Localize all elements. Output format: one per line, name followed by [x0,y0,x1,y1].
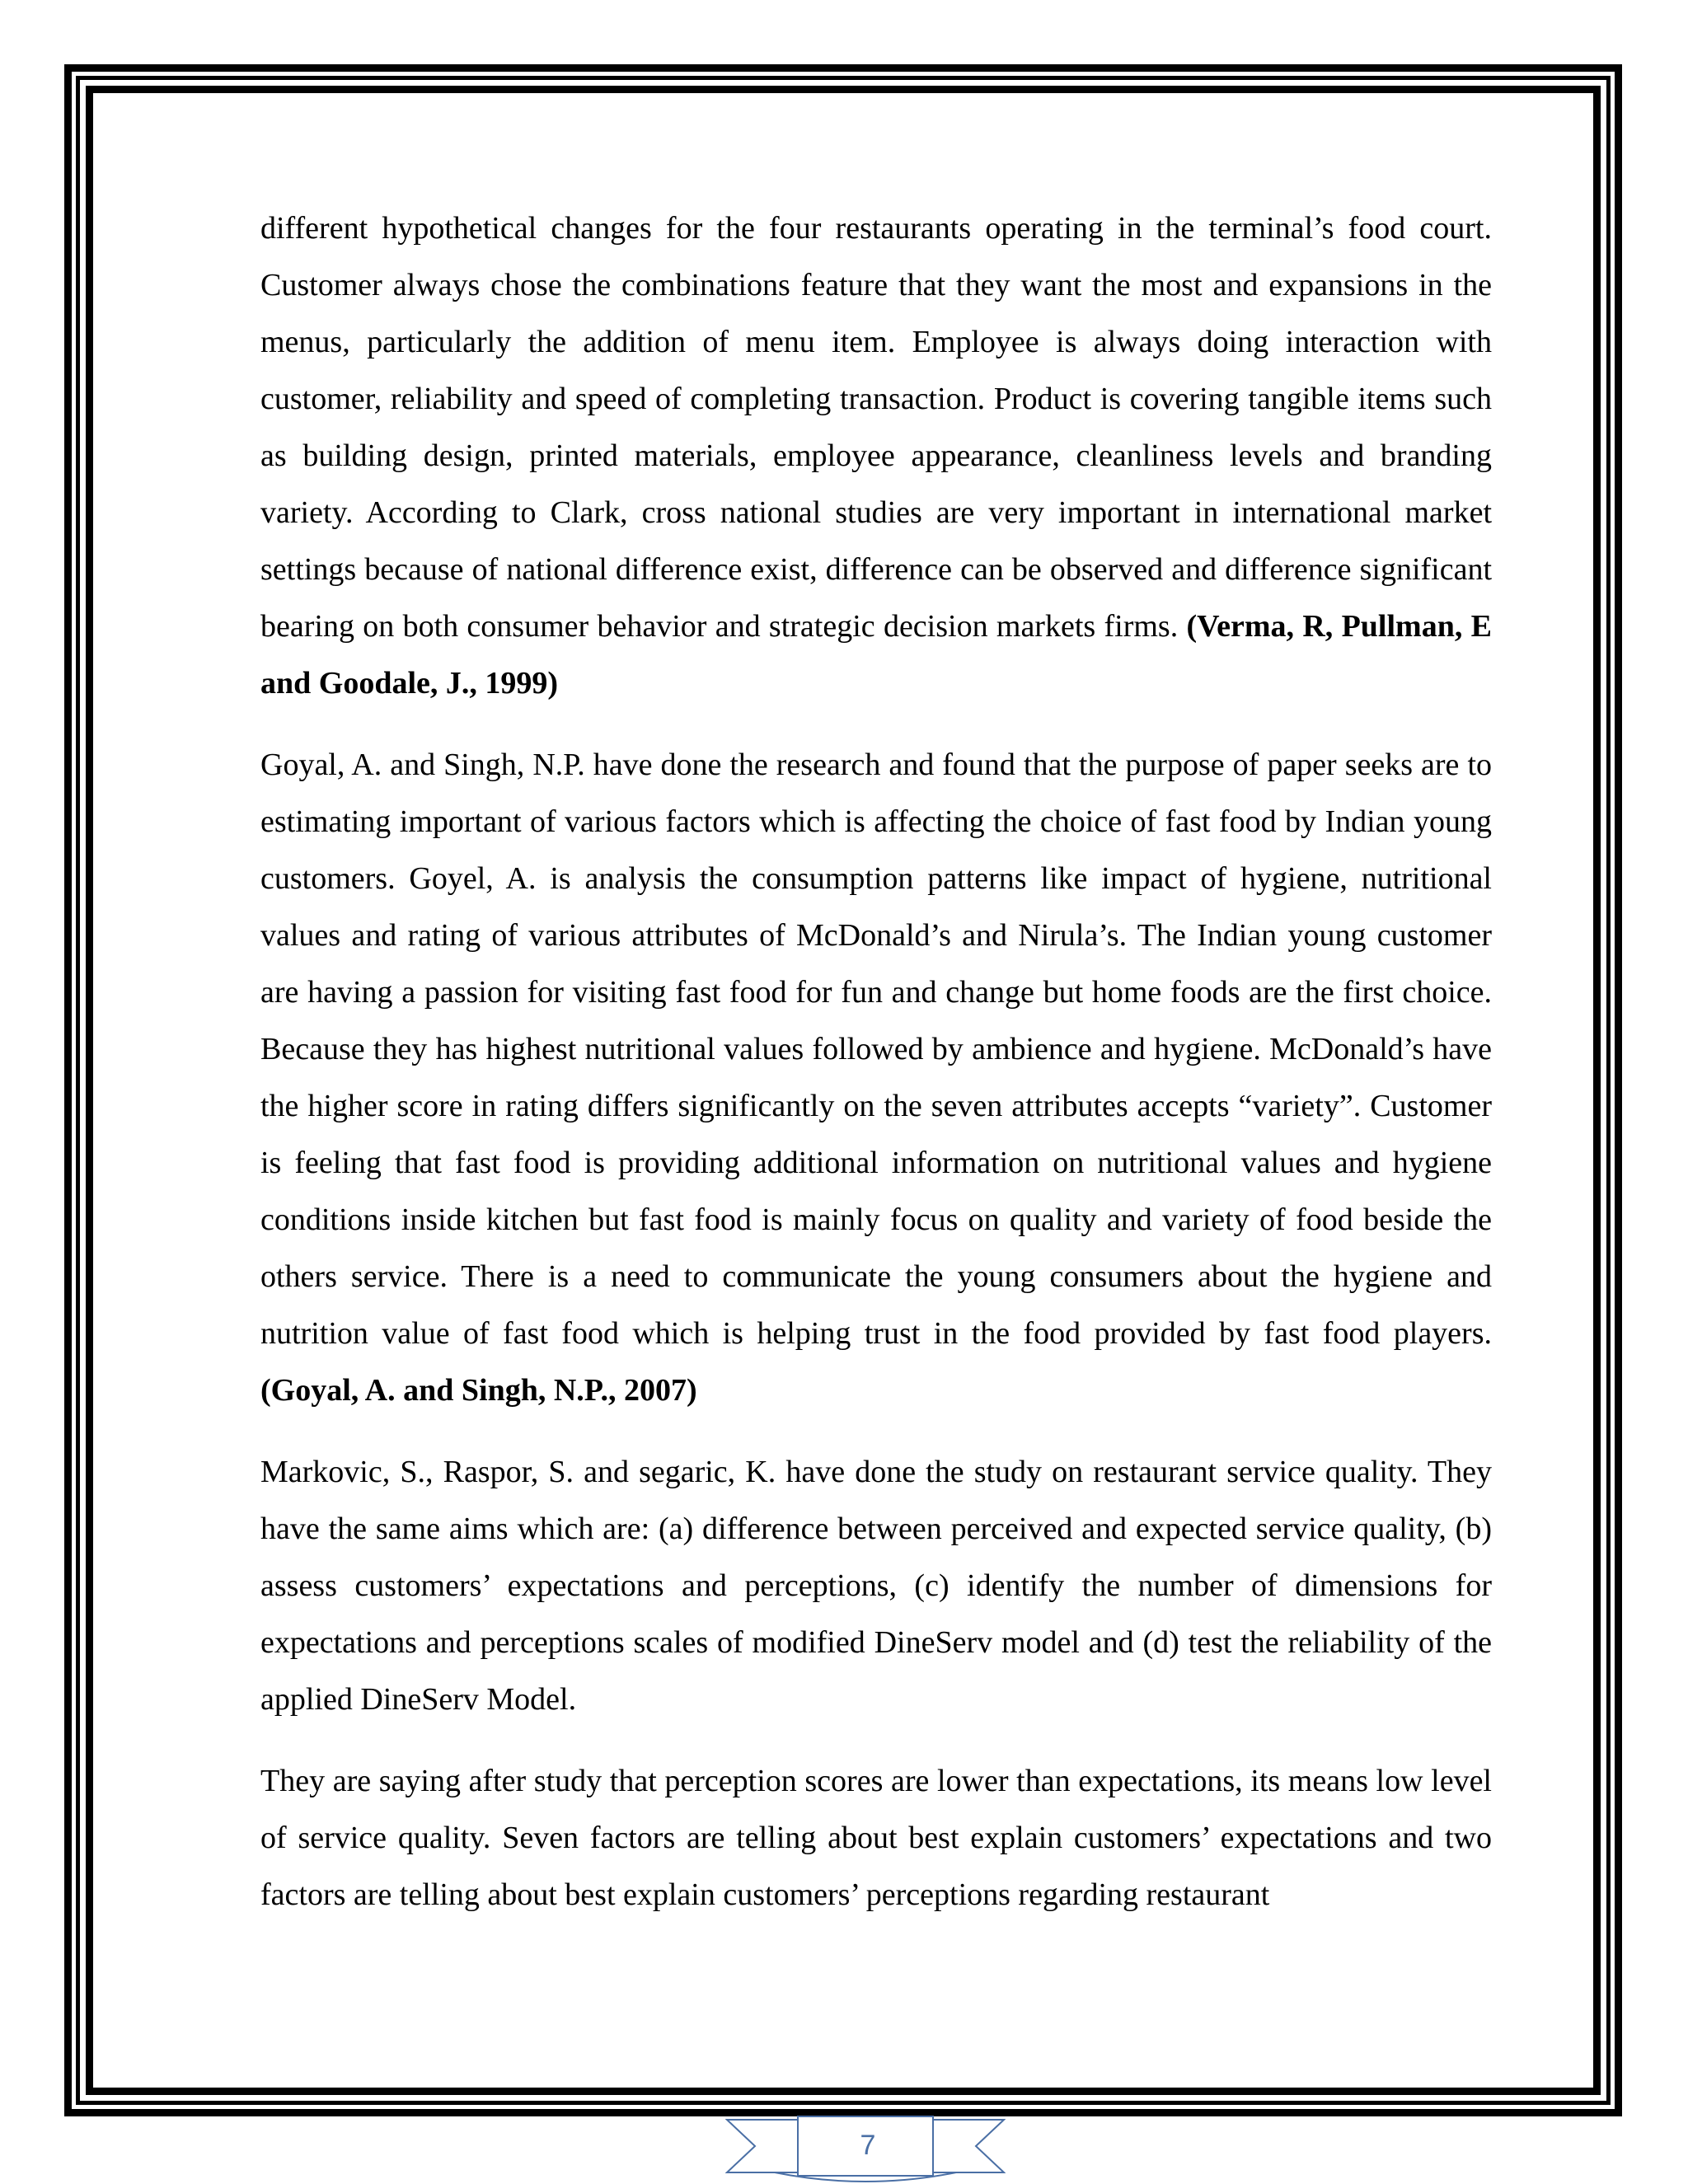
paragraph-text: They are saying after study that perception scores are lower than expectations, its means low level of service quality. Seven factors are telling about best explain customers’ expectations and two factors are telling about best explain customers’ perceptions regarding restaurant [260,1764,1492,1912]
citation: (Verma, R, Pullman, E and Goodale, J., 1999) [260,609,1492,701]
paragraph-markovic [260,1444,1492,1728]
paragraph-perception [260,1753,1492,1924]
citation: (Goyal, A. and Singh, N.P., 2007) [260,1373,697,1408]
paragraph-goyal [260,737,1492,1419]
page-number: 7 [860,2130,876,2161]
paragraph-text: different hypothetical changes for the four restaurants operating in the terminal’s food court. Customer always chose the combinations feature that they want the most and expansions in the menus, particularly the addition of menu item. Employee is always doing interaction with customer, reliability and speed of completing transaction. Product is covering tangible items such as building design, printed materials, employee appearance, cleanliness levels and branding variety. According to Clark, cross national studies are very important in international market settings because of national difference exist, difference can be observed and difference significant bearing on both consumer behavior and strategic decision markets firms. [260,211,1492,644]
paragraph-text: Goyal, A. and Singh, N.P. have done the research and found that the purpose of paper seeks are to estimating important of various factors which is affecting the choice of fast food by Indian young customers. Goyel, A. is analysis the consumption patterns like impact of hygiene, nutritional values and rating of various attributes of McDonald’s and Nirula’s. The Indian young customer are having a passion for visiting fast food for fun and change but home foods are the first choice. Because they has highest nutritional values followed by ambience and hygiene. McDonald’s have the higher score in rating differs significantly on the seven attributes accepts “variety”. Customer is feeling that fast food is providing additional information on nutritional values and hygiene conditions inside kitchen but fast food is mainly focus on quality and variety of food beside the others service. There is a need to communicate the young consumers about the hygiene and nutrition value of fast food which is helping trust in the food provided by fast food players. [260,748,1492,1351]
document-body [260,200,1492,1948]
paragraph-verma [260,200,1492,712]
paragraph-text: Markovic, S., Raspor, S. and segaric, K. have done the study on restaurant service quality. They have the same aims which are: (a) difference between perceived and expected service quality, (b) assess customers’ expectations and perceptions, (c) identify the number of dimensions for expectations and perceptions scales of modified DineServ model and (d) test the reliability of the applied DineServ Model. [260,1455,1492,1717]
